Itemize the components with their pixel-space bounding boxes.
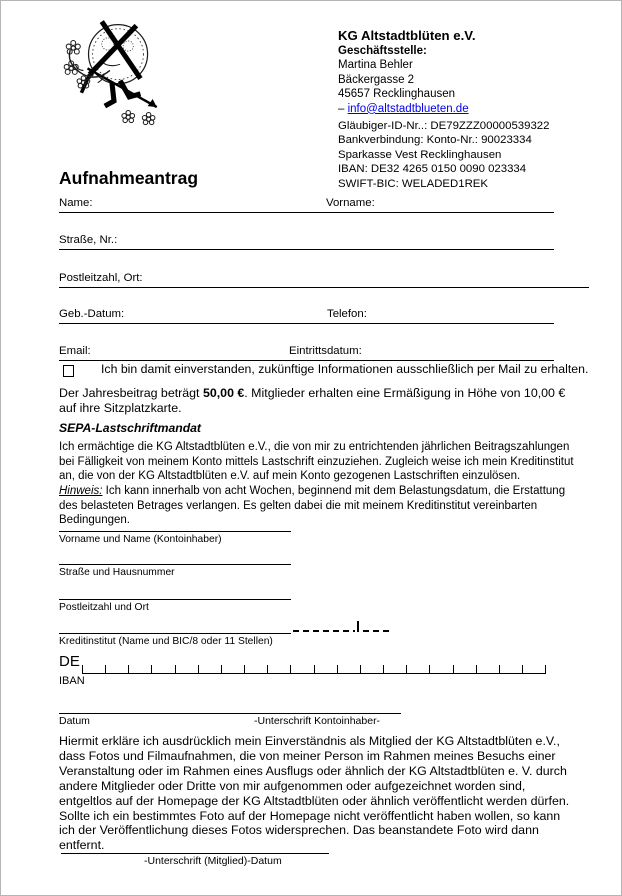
account-holder-field-line[interactable]	[59, 517, 291, 532]
fee-text-2: . Mitglieder erhalten eine Ermäßigung in Höhe von 10,00 € auf ihre Sitzplatzkarte.	[59, 386, 566, 416]
birthdate-field-line[interactable]	[59, 308, 554, 324]
fee-paragraph	[59, 386, 571, 416]
email-label: Email:	[59, 345, 91, 357]
page-title: Aufnahmeantrag	[59, 168, 199, 188]
phone-label: Telefon:	[327, 308, 367, 320]
bank-name: Sparkasse Vest Recklinghausen	[338, 148, 502, 161]
bic-dashed-boxes-2[interactable]	[363, 630, 389, 632]
fee-amount: 50,00 €	[202, 386, 245, 400]
postcode-city-label: Postleitzahl, Ort:	[59, 272, 143, 284]
bank-details-block	[338, 119, 549, 191]
entrydate-label: Eintrittsdatum:	[289, 345, 362, 357]
holder-street-field-line[interactable]	[59, 550, 291, 565]
iban-country-prefix: DE	[59, 653, 80, 670]
contact-name: Martina Behler	[338, 59, 413, 72]
iban-digit-cells[interactable]	[82, 657, 546, 674]
photo-consent-text-2: Sollte ich ein bestimmtes Foto auf der Homepage nicht veröffentlicht haben wollen, so kann ich der Veröffentlichung dieses Fotos widersprechen. Das beanstandete Foto wird dann entfernt.	[59, 808, 561, 853]
creditor-id: Gläubiger-ID-Nr..: DE79ZZZ00000539322	[338, 120, 550, 132]
sepa-heading: SEPA-Lastschriftmandat	[59, 421, 201, 435]
office-label: Geschäftsstelle:	[338, 45, 427, 57]
email-link[interactable]: info@altstadtblueten.de	[347, 102, 469, 115]
org-name: KG Altstadtblüten e.V.	[338, 28, 476, 43]
member-signature-line[interactable]	[61, 839, 329, 854]
email-dash: –	[338, 102, 348, 115]
fee-text-1: Der Jahresbeitrag beträgt	[59, 386, 203, 400]
sepa-mandate-text: Ich ermächtige die KG Altstadtblüten e.V., die von mir zu entrichtenden jährlichen Beitragszahlungen bei Fälligkeit von meinem Konto mittels Lastschrift einzuziehen. Zugleich weise ich mein Kreditinstitut an, die von der KG Altstadtblüten e.V. auf mein Konto gezogenen Lastschriften einzulösen.	[59, 441, 574, 483]
org-city: 45657 Recklinghausen	[338, 88, 456, 101]
email-line	[338, 102, 476, 116]
club-emblem-icon	[59, 15, 171, 133]
street-field-line[interactable]	[59, 234, 554, 250]
bank-institute-field-line[interactable]	[59, 619, 291, 634]
note-text: Ich kann innerhalb von acht Wochen, beginnend mit dem Belastungsdatum, die Erstattung des belasteten Betrages verlangen. Es gelten dabei die mit meinem Kreditinstitut vereinbarten Bedingungen.	[59, 485, 566, 527]
iban-label: IBAN	[59, 675, 85, 687]
date-label: Datum	[59, 715, 90, 727]
holder-city-field-line[interactable]	[59, 585, 291, 600]
holder-city-label: Postleitzahl und Ort	[59, 602, 149, 613]
photo-consent-paragraph	[59, 734, 573, 853]
mail-consent-checkbox[interactable]	[63, 365, 74, 377]
photo-consent-text-1: Hiermit erkläre ich ausdrücklich mein Einverständnis als Mitglied der KG Altstadtblüten e.V., dass Fotos und Filmaufnahmen, die von meiner Person im Rahmen meines Besuchs einer Veranstaltung oder im Rahmen eines Ausflugs oder ähnlich der KG Altstadtblüten e. V. durch andere Mitglieder oder Dritte von mir aufgenommen oder aufgezeichnet worden sind, entgeltlos auf der Homepage der KG Altstadtblüten oder ähnlich veröffentlicht werden dürfen.	[59, 734, 570, 808]
street-label: Straße, Nr.:	[59, 234, 118, 246]
name-label: Name:	[59, 197, 93, 209]
date-signature-line[interactable]	[59, 699, 401, 714]
bic-separator-mark	[357, 621, 359, 632]
vorname-label: Vorname:	[326, 197, 375, 209]
holder-signature-label: -Unterschrift Kontoinhaber-	[254, 715, 381, 727]
bic-dashed-boxes[interactable]	[293, 630, 355, 632]
account-holder-label: Vorname und Name (Kontoinhaber)	[59, 534, 222, 545]
mail-consent-label: Ich bin damit einverstanden, zukünftige Informationen ausschließlich per Mail zu erhalten.	[101, 362, 589, 376]
org-street: Bäckergasse 2	[338, 73, 415, 86]
name-field-line[interactable]	[59, 197, 554, 213]
org-iban: IBAN: DE32 4265 0150 0090 023334	[338, 163, 527, 176]
org-swift: SWIFT-BIC: WELADED1REK	[338, 177, 488, 190]
member-signature-label: -Unterschrift (Mitglied)-Datum	[144, 855, 282, 867]
note-label: Hinweis:	[59, 485, 103, 497]
postcode-city-field-line[interactable]	[59, 272, 589, 288]
birthdate-label: Geb.-Datum:	[59, 308, 125, 320]
bank-institute-label: Kreditinstitut (Name und BIC/8 oder 11 Stellen)	[59, 636, 273, 647]
bank-account: Bankverbindung: Konto-Nr.: 90023334	[338, 134, 532, 147]
holder-street-label: Straße und Hausnummer	[59, 567, 175, 578]
org-address-block	[338, 27, 476, 116]
email-field-line[interactable]	[59, 345, 554, 361]
